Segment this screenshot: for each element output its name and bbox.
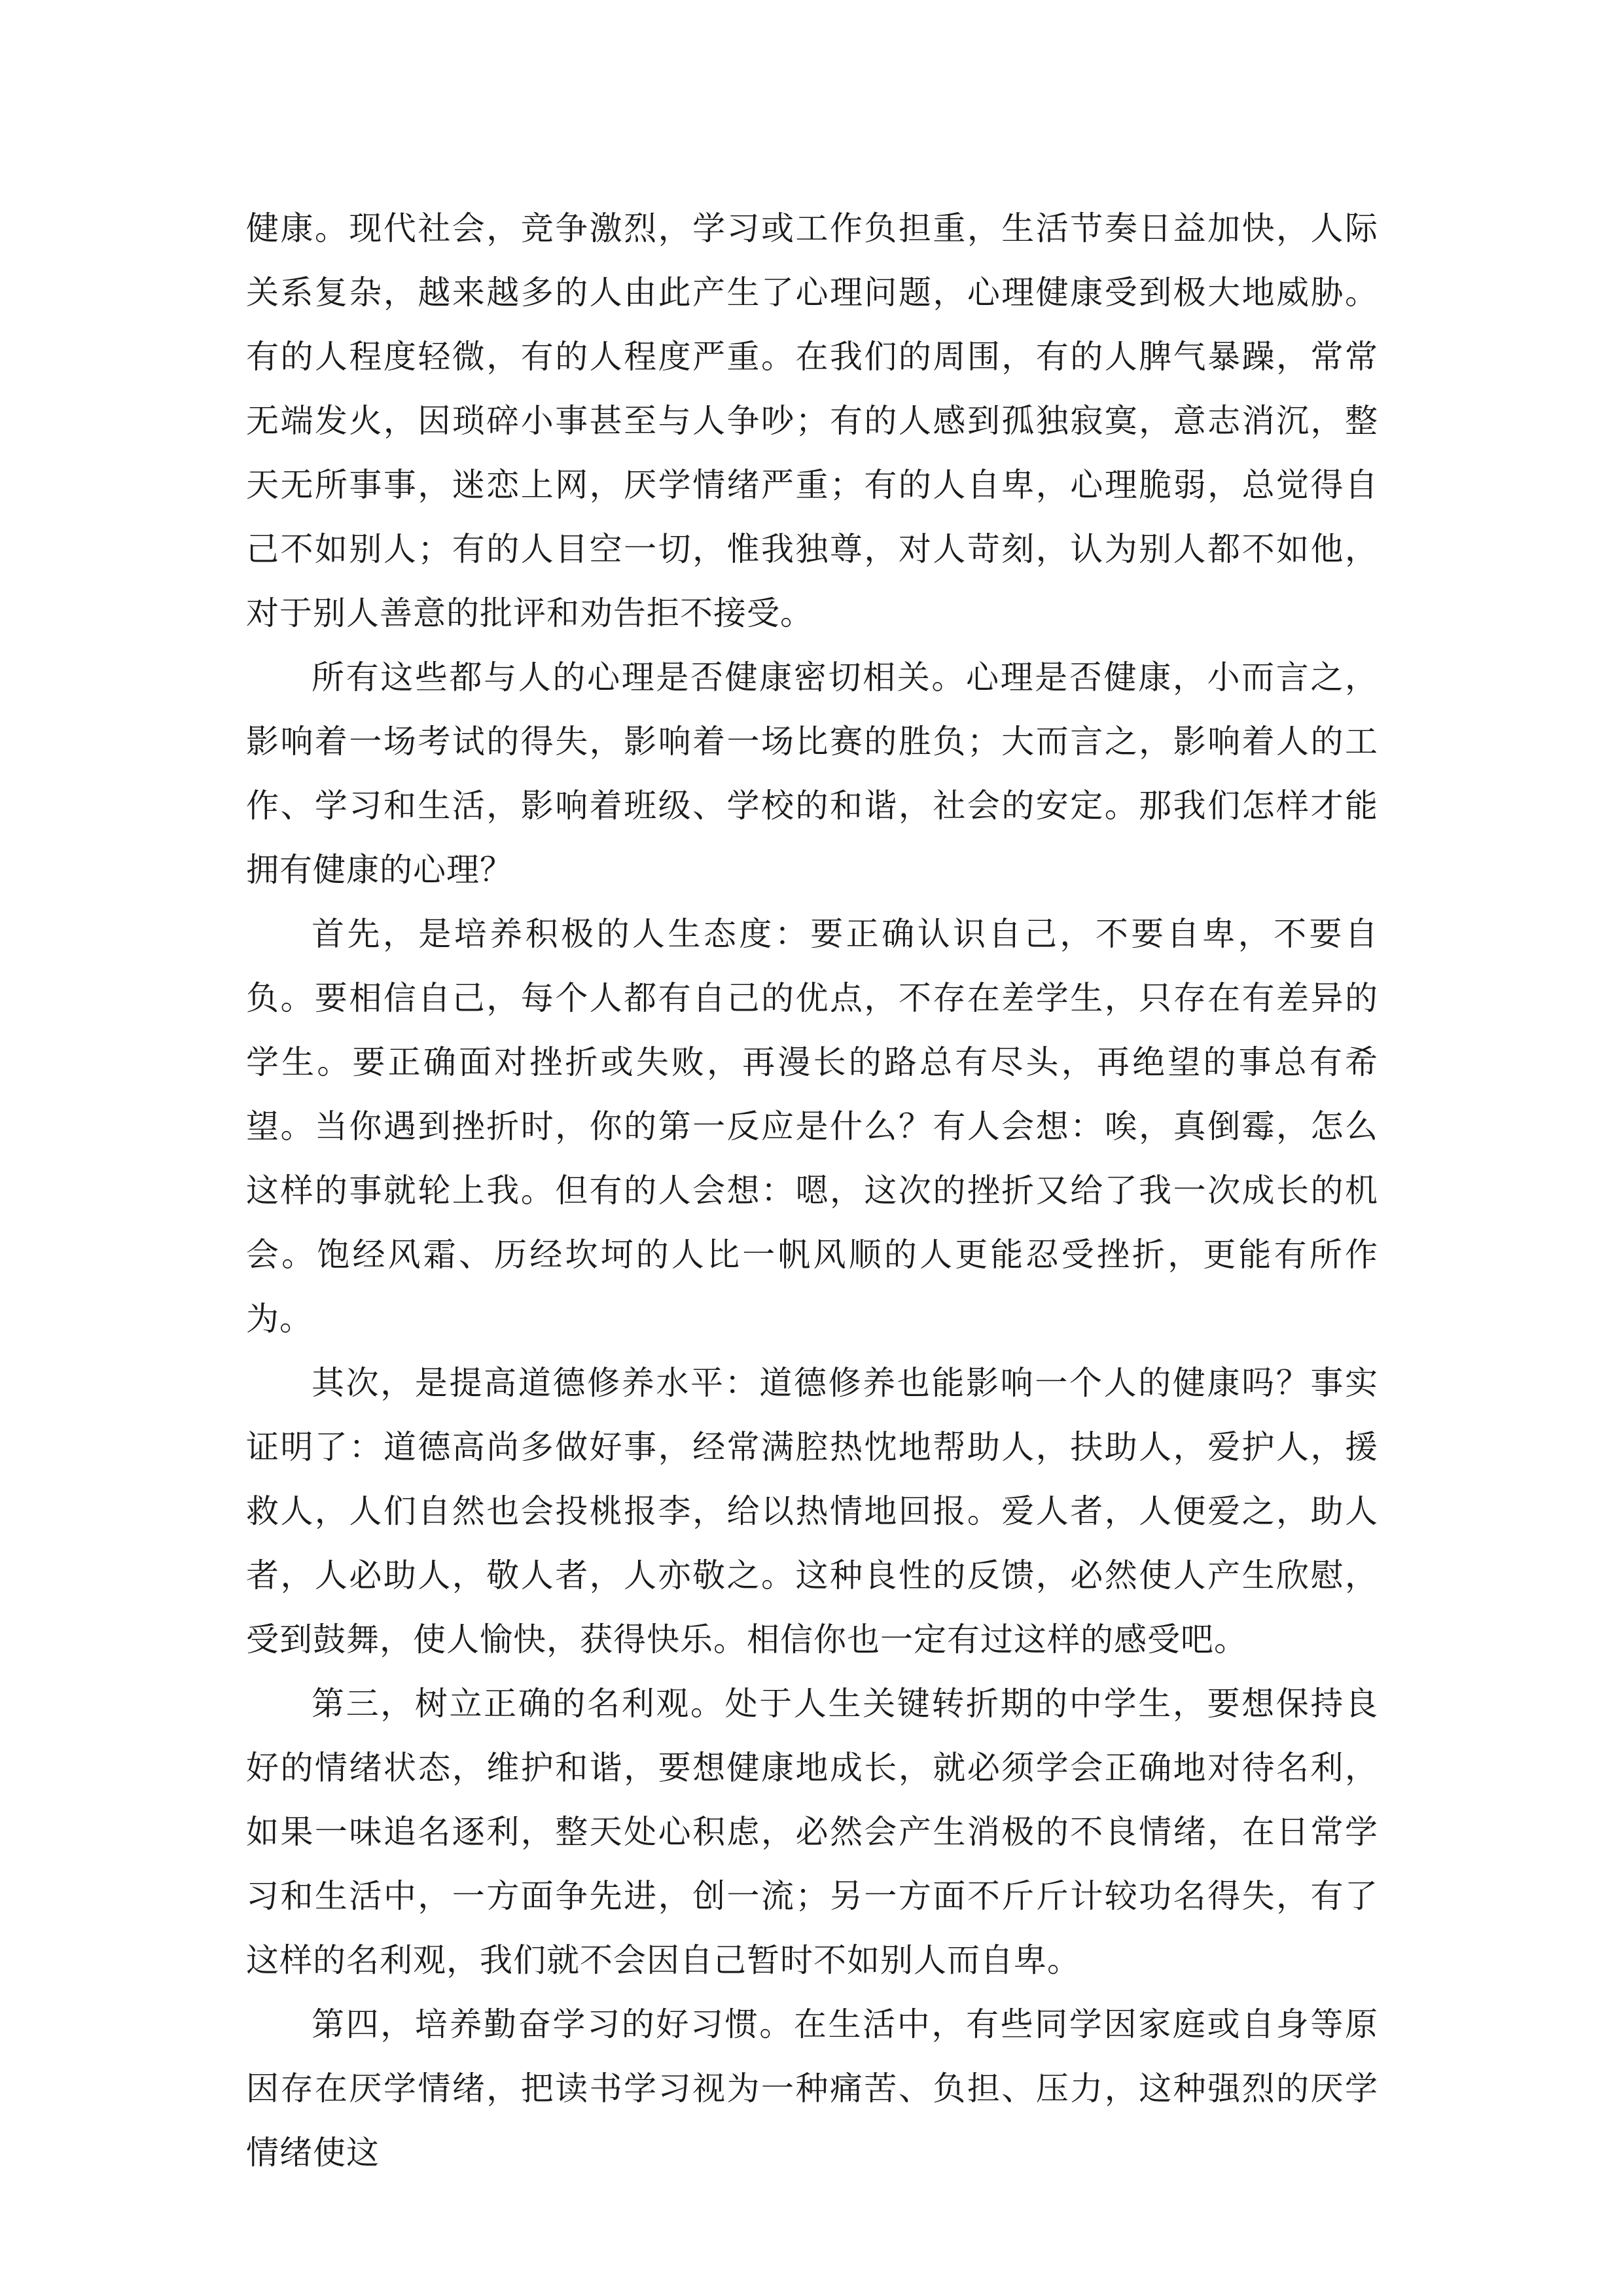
document-body (246, 196, 1378, 2185)
paragraph-1: 健康。现代社会，竞争激烈，学习或工作负担重，生活节奏日益加快，人际关系复杂，越来越多的人由此产生了心理问题，心理健康受到极大地威胁。有的人程度轻微，有的人程度严重。在我们的周围，有的人脾气暴躁，常常无端发火，因琐碎小事甚至与人争吵；有的人感到孤独寂寞，意志消沉，整天无所事事，迷恋上网，厌学情绪严重；有的人自卑，心理脆弱，总觉得自己不如别人；有的人目空一切，惟我独尊，对人苛刻，认为别人都不如他，对于别人善意的批评和劝告拒不接受。 (246, 209, 1378, 632)
paragraph-2: 所有这些都与人的心理是否健康密切相关。心理是否健康，小而言之，影响着一场考试的得失，影响着一场比赛的胜负；大而言之，影响着人的工作、学习和生活，影响着班级、学校的和谐，社会的安定。那我们怎样才能拥有健康的心理？ (246, 658, 1378, 889)
paragraph-6: 第四，培养勤奋学习的好习惯。在生活中，有些同学因家庭或自身等原因存在厌学情绪，把读书学习视为一种痛苦、负担、压力，这种强烈的厌学情绪使这 (246, 2005, 1378, 2172)
paragraph-3: 首先，是培养积极的人生态度：要正确认识自己，不要自卑，不要自负。要相信自己，每个人都有自己的优点，不存在差学生，只存在有差异的学生。要正确面对挫折或失败，再漫长的路总有尽头，再绝望的事总有希望。当你遇到挫折时，你的第一反应是什么？有人会想：唉，真倒霉，怎么这样的事就轮上我。但有的人会想：嗯，这次的挫折又给了我一次成长的机会。饱经风霜、历经坎坷的人比一帆风顺的人更能忍受挫折，更能有所作为。 (246, 915, 1378, 1338)
paragraph-5: 第三，树立正确的名利观。处于人生关键转折期的中学生，要想保持良好的情绪状态，维护和谐，要想健康地成长，就必须学会正确地对待名利，如果一味追名逐利，整天处心积虑，必然会产生消极的不良情绪，在日常学习和生活中，一方面争先进，创一流；另一方面不斤斤计较功名得失，有了这样的名利观，我们就不会因自己暂时不如别人而自卑。 (246, 1685, 1378, 1979)
paragraph-4: 其次，是提高道德修养水平：道德修养也能影响一个人的健康吗？事实证明了：道德高尚多做好事，经常满腔热忱地帮助人，扶助人，爱护人，援救人，人们自然也会投桃报李，给以热情地回报。爱人者，人便爱之，助人者，人必助人，敬人者，人亦敬之。这种良性的反馈，必然使人产生欣慰，受到鼓舞，使人愉快，获得快乐。相信你也一定有过这样的感受吧。 (246, 1364, 1378, 1659)
